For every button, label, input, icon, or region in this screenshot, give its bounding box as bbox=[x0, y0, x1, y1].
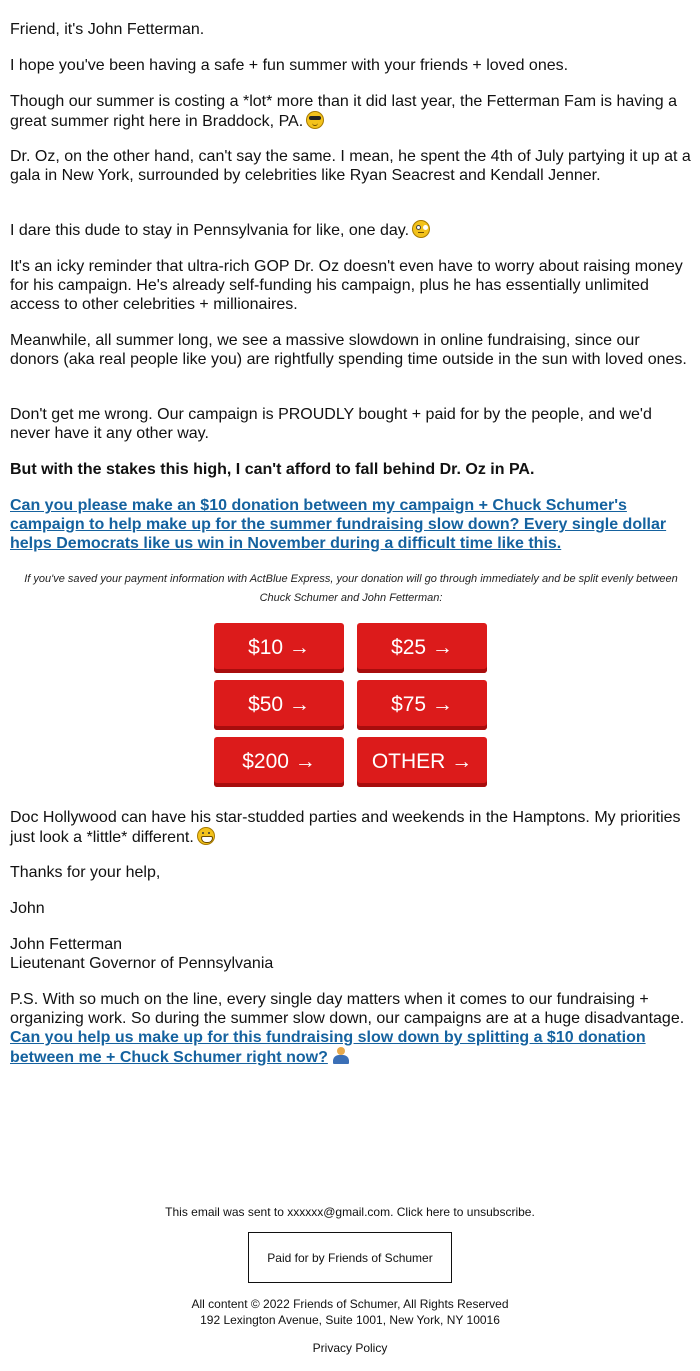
donate-25-button[interactable]: $25 → bbox=[357, 623, 487, 673]
unsubscribe-line[interactable]: This email was sent to xxxxxx@gmail.com. Click here to unsubscribe. bbox=[165, 1205, 535, 1219]
donate-50-button[interactable]: $50 → bbox=[214, 680, 344, 730]
signature-title: Lieutenant Governor of Pennsylvania bbox=[10, 955, 274, 972]
greeting: Friend, it's John Fetterman. bbox=[10, 21, 205, 38]
donate-200-button[interactable]: $200 → bbox=[214, 737, 344, 787]
paragraph-dont-get-me-wrong: Don't get me wrong. Our campaign is PROUDLY bought + paid for by the people, and we'd never have it any other way. bbox=[10, 406, 652, 442]
privacy-policy-link[interactable]: Privacy Policy bbox=[312, 1341, 388, 1355]
face-with-rolling-eyes-icon bbox=[412, 220, 430, 238]
grinning-face-icon bbox=[197, 827, 215, 845]
smiling-face-with-sunglasses-icon bbox=[306, 111, 324, 129]
paragraph-doc-hollywood: Doc Hollywood can have his star-studded parties and weekends in the Hamptons. My priorities just look a *little* different. bbox=[10, 809, 681, 846]
address-line: 192 Lexington Avenue, Suite 1001, New York, NY 10016 bbox=[200, 1313, 500, 1327]
ps-donate-link[interactable]: Can you help us make up for this fundraising slow down by splitting a $10 donation between me + Chuck Schumer right now? bbox=[10, 1029, 646, 1066]
paid-for-box: Paid for by Friends of Schumer bbox=[248, 1232, 452, 1283]
paragraph-dare: I dare this dude to stay in Pennsylvania for like, one day. bbox=[10, 220, 692, 240]
ps-paragraph: P.S. With so much on the line, every single day matters when it comes to our fundraising + organizing work. So during the summer slow down, our campaigns are at a huge disadvantage. Can you help us make up for this fundraising slow down by splitting a $10 donation between me + Chuck Schumer right now? bbox=[10, 991, 685, 1066]
paragraph-stakes: But with the stakes this high, I can't afford to fall behind Dr. Oz in PA. bbox=[10, 461, 535, 478]
signature-name: John Fetterman bbox=[10, 936, 123, 953]
donate-10-button[interactable]: $10 → bbox=[214, 623, 344, 673]
paragraph-icky: It's an icky reminder that ultra-rich GOP Dr. Oz doesn't even have to worry about raising money for his campaign. He's already self-funding his campaign, plus he has essentially unlimited access to other celebrities + millionaires. bbox=[10, 258, 683, 313]
donate-cta-link[interactable]: Can you please make an $10 donation between my campaign + Chuck Schumer's campaign to help make up for the summer fundraising slow down? Every single dollar helps Democrats like us win in November during a difficult time like this. bbox=[10, 497, 667, 552]
donate-other-button[interactable]: OTHER → bbox=[357, 737, 487, 787]
paragraph-summer: Though our summer is costing a *lot* more than it did last year, the Fetterman Fam is having a great summer right here in Braddock, PA. bbox=[10, 93, 677, 130]
paragraph-thanks: Thanks for your help, bbox=[10, 864, 161, 881]
donate-75-button[interactable]: $75 → bbox=[357, 680, 487, 730]
paragraph-meanwhile: Meanwhile, all summer long, we see a massive slowdown in online fundraising, since our donors (aka real people like you) are rightfully spending time outside in the sun with loved ones. bbox=[10, 332, 687, 368]
person-raising-hand-icon bbox=[331, 1047, 351, 1065]
paragraph-hope: I hope you've been having a safe + fun summer with your friends + loved ones. bbox=[10, 57, 569, 74]
copyright-line: All content © 2022 Friends of Schumer, All Rights Reserved bbox=[191, 1297, 509, 1311]
paragraph-oz-gala: Dr. Oz, on the other hand, can't say the same. I mean, he spent the 4th of July partying it up at a gala in New York, surrounded by celebrities like Ryan Seacrest and Kendall Jenner. bbox=[10, 148, 691, 184]
cta-paragraph bbox=[10, 496, 692, 553]
actblue-note: If you've saved your payment information with ActBlue Express, your donation will go through immediately and be split evenly between Chuck Schumer and John Fetterman: bbox=[24, 573, 678, 604]
signoff-name: John bbox=[10, 900, 45, 917]
